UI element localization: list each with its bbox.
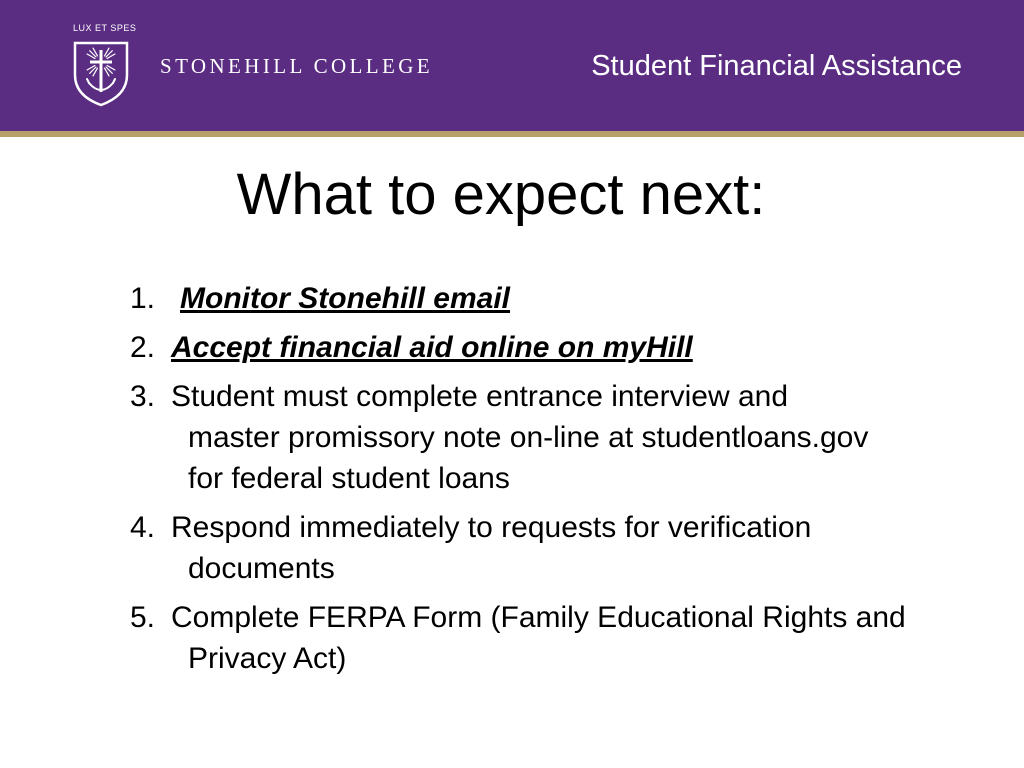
slide-title: What to expect next:	[236, 162, 766, 227]
list-item-number: 5.	[130, 601, 156, 634]
shield-logo-icon	[71, 39, 131, 107]
list-item-text: Accept financial aid online on myHill	[171, 331, 693, 364]
list-item	[0, 327, 1024, 368]
list-item	[0, 376, 1024, 499]
department-title: Student Financial Assistance	[591, 50, 962, 82]
list-item-number: 2.	[130, 331, 156, 364]
list-item-line: Privacy Act)	[188, 642, 347, 675]
list-item	[0, 278, 1024, 319]
list-item-number: 1.	[130, 282, 156, 315]
list-item-number: 4.	[130, 511, 156, 544]
list-item-line: Respond immediately to requests for verification	[171, 511, 812, 544]
header-divider	[0, 131, 1024, 137]
list-item	[0, 597, 1024, 679]
list-item-line: Student must complete entrance interview and	[171, 380, 789, 413]
list-item-number: 3.	[130, 380, 156, 413]
cross	[90, 50, 112, 92]
list-item	[0, 507, 1024, 589]
list-item-line: Complete FERPA Form (Family Educational Rights and	[171, 601, 906, 634]
college-name: STONEHILL COLLEGE	[160, 54, 434, 78]
list-item-line: master promissory note on-line at studentloans.gov	[188, 421, 869, 454]
list-item-text: Monitor Stonehill email	[180, 282, 511, 315]
logo-motto: LUX ET SPES	[73, 23, 137, 33]
list-item-line: documents	[188, 552, 335, 585]
list-item-line: for federal student loans	[188, 462, 510, 495]
